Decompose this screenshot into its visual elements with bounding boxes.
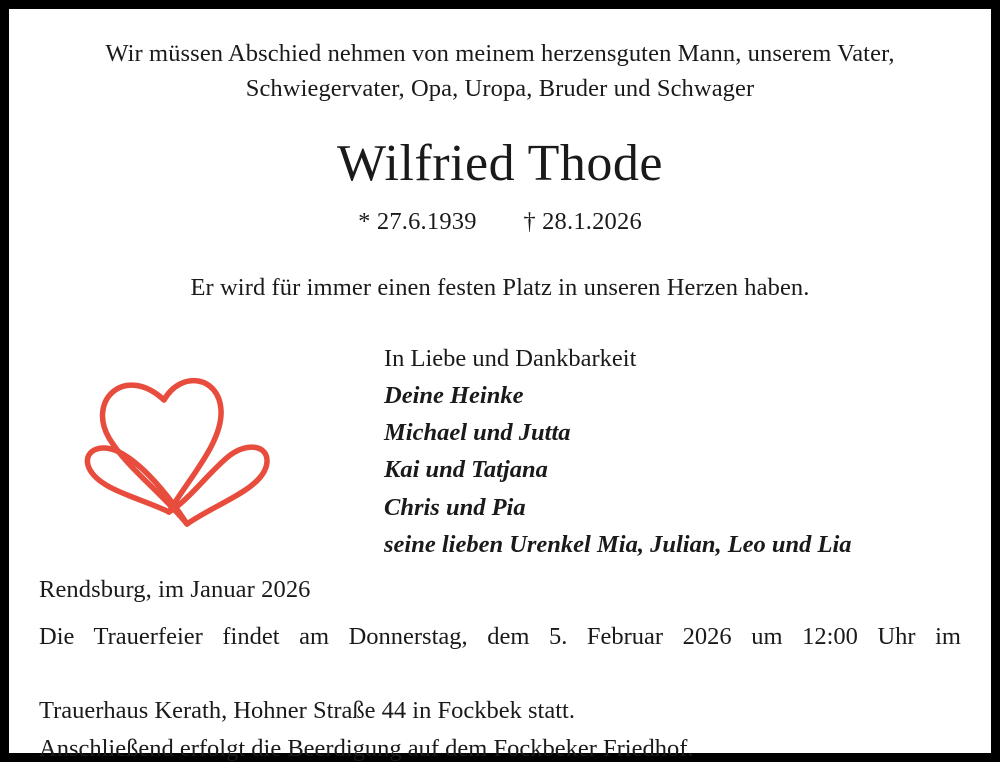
family-name-3: Kai und Tatjana (384, 456, 548, 484)
heart-ribbon-icon (69, 346, 299, 546)
deceased-name: Wilfried Thode (337, 134, 663, 192)
family-heading: In Liebe und Dankbarkeit (384, 344, 637, 372)
obituary-content (9, 9, 991, 763)
intro-text (57, 37, 943, 107)
ornament-and-family-row (39, 324, 961, 574)
life-dates (39, 208, 961, 236)
service-line-2: Trauerhaus Kerath, Hohner Straße 44 in Fockbek statt. (39, 697, 575, 725)
birth-date: * 27.6.1939 (358, 207, 477, 235)
memorial-quote: Er wird für immer einen festen Platz in unseren Herzen haben. (190, 273, 810, 301)
service-line-1: Die Trauerfeier findet am Donnerstag, dem 5. Februar 2026 um 12:00 Uhr im (39, 622, 961, 650)
family-signature-block (384, 340, 852, 563)
family-name-4: Chris und Pia (384, 493, 526, 521)
place-and-date: Rendsburg, im Januar 2026 (39, 575, 311, 603)
burial-line: Anschließend erfolgt die Beerdigung auf dem Fockbeker Friedhof. (39, 735, 694, 763)
death-date: † 28.1.2026 (523, 207, 642, 235)
intro-line-2: Schwiegervater, Opa, Uropa, Bruder und Schwager (245, 74, 755, 102)
intro-line-1: Wir müssen Abschied nehmen von meinem herzensguten Mann, unserem Vater, (105, 40, 895, 67)
family-name-2: Michael und Jutta (384, 419, 571, 447)
family-name-5: seine lieben Urenkel Mia, Julian, Leo und Lia (384, 530, 852, 558)
service-details (39, 618, 961, 768)
family-name-1: Deine Heinke (384, 381, 524, 409)
